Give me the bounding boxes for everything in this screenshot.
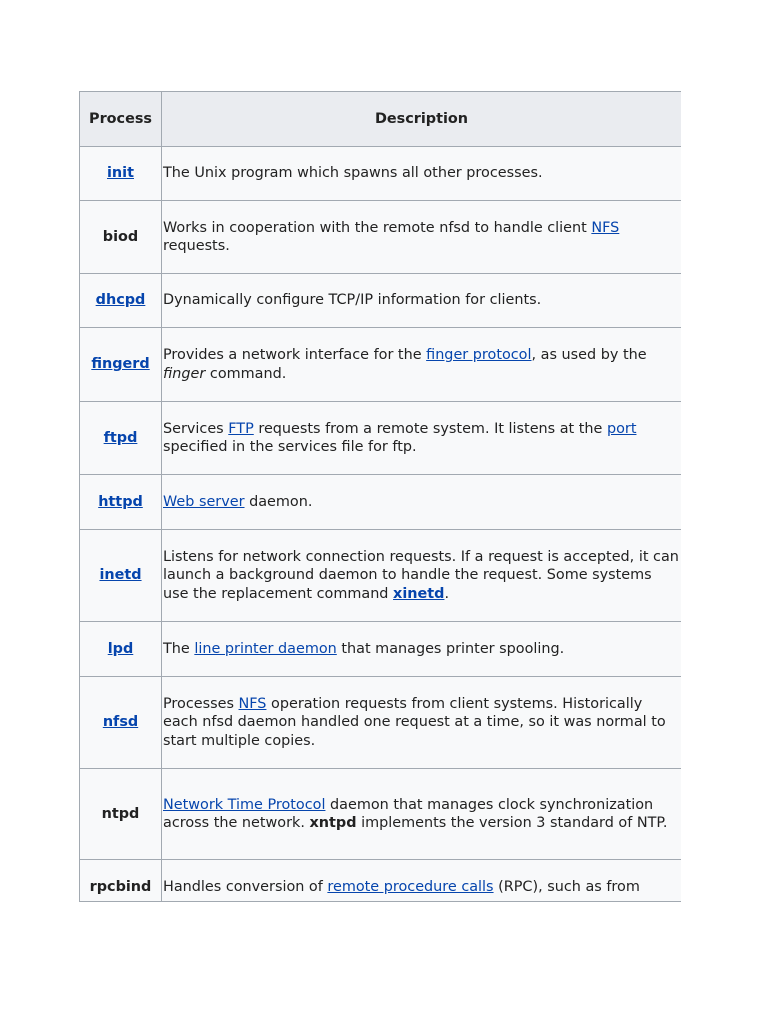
description-cell: [162, 147, 682, 201]
description-link[interactable]: NFS: [591, 219, 620, 236]
description-column-header: Description: [162, 92, 682, 147]
process-cell: [80, 328, 162, 402]
description-cell: [162, 274, 682, 328]
process-cell: [80, 147, 162, 201]
description-text: daemon that manages clock synchronization across the network.: [163, 796, 654, 831]
process-column-header: Process: [80, 92, 162, 147]
description-text: The: [163, 640, 195, 657]
description-link[interactable]: Web server: [163, 493, 245, 510]
description-link[interactable]: finger protocol: [426, 347, 532, 363]
description-text: Provides a network interface for the: [163, 347, 427, 363]
table-body: [80, 147, 682, 903]
table-row: [80, 530, 682, 622]
description-cell: [162, 402, 682, 475]
process-cell: [80, 622, 162, 677]
table-row: [80, 274, 682, 328]
description-cell: [162, 677, 682, 769]
description-text: Works in cooperation with the remote nfsd to handle client: [163, 219, 592, 236]
daemon-table: [79, 91, 681, 902]
process-cell: [80, 860, 162, 903]
description-link[interactable]: NFS: [238, 695, 267, 712]
process-cell: [80, 769, 162, 860]
description-cell: [162, 769, 682, 860]
description-text: (RPC), such as from: [493, 879, 640, 896]
description-text: .: [444, 585, 450, 602]
description-cell: [162, 860, 682, 903]
description-text: command.: [205, 365, 287, 382]
description-link[interactable]: Network Time Protocol: [163, 796, 326, 813]
description-text: requests from a remote system. It listens at the: [253, 420, 607, 437]
description-cell: [162, 622, 682, 677]
table-header-row: [80, 92, 682, 147]
table-row: [80, 677, 682, 769]
process-cell: [80, 677, 162, 769]
description-link[interactable]: line printer daemon: [194, 640, 337, 657]
process-name-link[interactable]: nfsd: [102, 714, 139, 731]
description-link[interactable]: remote procedure calls: [327, 879, 494, 896]
process-cell: [80, 475, 162, 530]
process-cell: [80, 530, 162, 622]
description-text: Processes: [163, 695, 239, 712]
table-row: [80, 402, 682, 475]
process-name-link[interactable]: init: [107, 165, 134, 182]
description-text: Services: [163, 420, 229, 437]
description-text: that manages printer spooling.: [336, 640, 565, 657]
description-link[interactable]: port: [606, 420, 637, 437]
description-text: , as used by the: [531, 347, 647, 363]
process-name: biod: [102, 228, 139, 245]
description-text: requests.: [163, 238, 230, 254]
description-cell: [162, 475, 682, 530]
table-row: [80, 475, 682, 530]
description-text: Dynamically configure TCP/IP information for clients.: [163, 292, 542, 309]
process-cell: [80, 402, 162, 475]
description-text: The Unix program which spawns all other processes.: [163, 165, 543, 182]
table-row: [80, 147, 682, 201]
description-link[interactable]: xinetd: [393, 585, 445, 602]
description-cell: [162, 201, 682, 274]
description-text: specified in the services file for ftp.: [163, 439, 417, 455]
table-row: [80, 622, 682, 677]
process-name-link[interactable]: inetd: [99, 567, 142, 584]
process-name-link[interactable]: httpd: [98, 493, 143, 510]
description-italic-text: finger: [163, 365, 206, 382]
table-row: [80, 860, 682, 903]
process-name-link[interactable]: ftpd: [103, 429, 138, 446]
table-row: [80, 201, 682, 274]
process-name-link[interactable]: dhcpd: [95, 292, 146, 309]
description-text: operation requests from client systems. Historically each nfsd daemon handled one request at a time, so it was normal to start multiple copies.: [163, 695, 666, 749]
process-name: ntpd: [101, 805, 140, 822]
daemon-table-container: [79, 91, 681, 902]
description-cell: [162, 530, 682, 622]
description-text: Handles conversion of: [163, 879, 328, 896]
description-text: implements the version 3 standard of NTP.: [356, 815, 668, 831]
description-bold-text: xntpd: [309, 815, 357, 831]
table-row: [80, 328, 682, 402]
process-cell: [80, 201, 162, 274]
table-row: [80, 769, 682, 860]
process-name: rpcbind: [89, 879, 152, 896]
process-name-link[interactable]: fingerd: [91, 356, 150, 373]
description-cell: [162, 328, 682, 402]
description-text: Listens for network connection requests. If a request is accepted, it can launch a background daemon to handle the request. Some systems use the replacement command: [163, 548, 679, 602]
process-name-link[interactable]: lpd: [107, 640, 134, 657]
description-text: daemon.: [244, 493, 313, 510]
process-cell: [80, 274, 162, 328]
description-link[interactable]: FTP: [228, 420, 254, 437]
